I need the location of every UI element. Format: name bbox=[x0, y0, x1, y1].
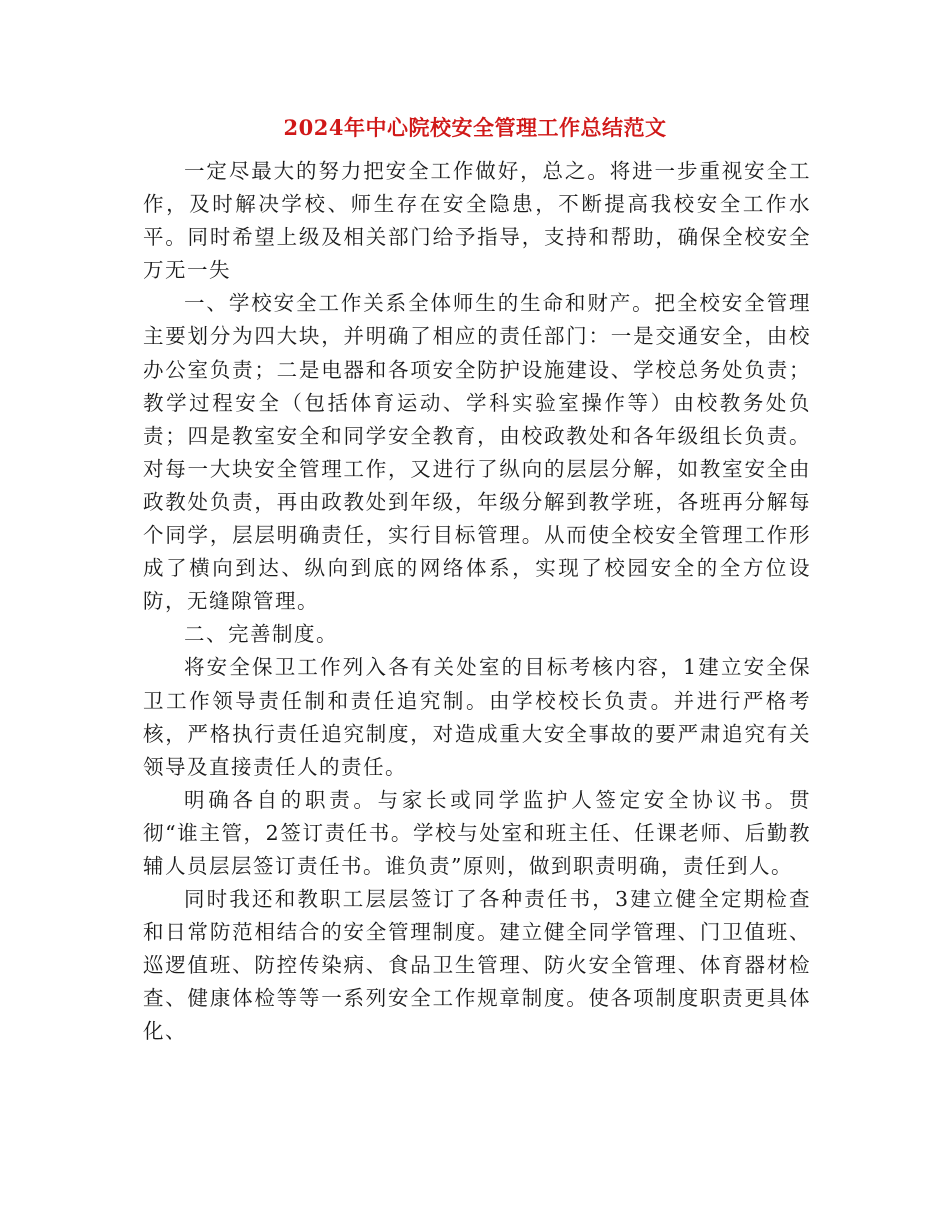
paragraph-inspection-system: 同时我还和教职工层层签订了各种责任书，3建立健全定期检查和日常防范相结合的安全管理制度。建立健全同学管理、门卫值班、巡逻值班、防控传染病、食品卫生管理、防火安全管理、体育器材检查、健康体检等等一系列安全工作规章制度。使各项制度职责更具体化、 bbox=[143, 887, 811, 1044]
document-body bbox=[143, 155, 811, 1049]
paragraph-section-one: 一、学校安全工作关系全体师生的生命和财产。把全校安全管理主要划分为四大块，并明确了相应的责任部门：一是交通安全，由校办公室负责；二是电器和各项安全防护设施建设、学校总务处负责；教学过程安全（包括体育运动、学科实验室操作等）由校教务处负责；四是教室安全和同学安全教育，由校政教处和各年级组长负责。对每一大块安全管理工作，又进行了纵向的层层分解，如教室安全由政教处负责，再由政教处到年级，年级分解到教学班，各班再分解每个同学，层层明确责任，实行目标管理。从而使全校安全管理工作形成了横向到达、纵向到底的网络体系，实现了校园安全的全方位设防，无缝隙管理。 bbox=[143, 291, 811, 614]
paragraph-responsibility-system: 将安全保卫工作列入各有关处室的目标考核内容，1建立安全保卫工作领导责任制和责任追究制。由学校校长负责。并进行严格考核，严格执行责任追究制度，对造成重大安全事故的要严肃追究有关领导及直接责任人的责任。 bbox=[143, 655, 811, 779]
document-title: 2024年中心院校安全管理工作总结范文 bbox=[283, 115, 667, 140]
paragraph-intro: 一定尽最大的努力把安全工作做好，总之。将进一步重视安全工作，及时解决学校、师生存在安全隐患，不断提高我校安全工作水平。同时希望上级及相关部门给予指导，支持和帮助，确保全校安全万无一失 bbox=[143, 159, 811, 283]
paragraph-section-two-heading: 二、完善制度。 bbox=[184, 622, 338, 647]
paragraph-responsibility-letters: 明确各自的职责。与家长或同学监护人签定安全协议书。贯彻“谁主管，2签订责任书。学校与处室和班主任、任课老师、后勤教辅人员层层签订责任书。谁负责”原则，做到职责明确，责任到人。 bbox=[143, 787, 811, 878]
